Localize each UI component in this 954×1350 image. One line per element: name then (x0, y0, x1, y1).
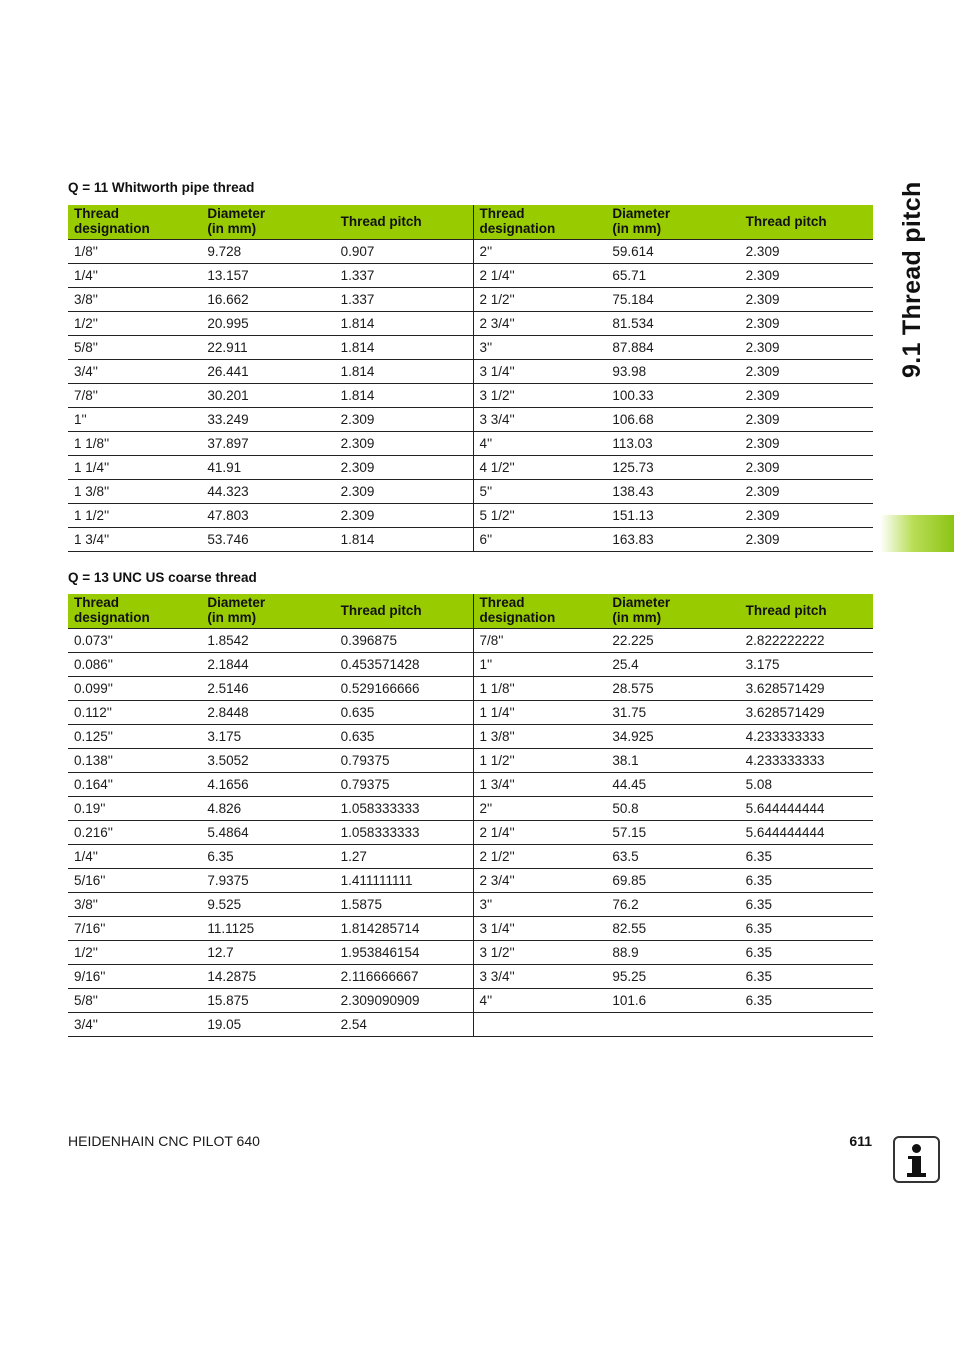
table-row (68, 264, 873, 288)
cell-thread-designation: 2'' (473, 240, 606, 264)
cell-diameter: 1.8542 (201, 629, 334, 653)
cell-thread-designation: 6'' (473, 528, 606, 552)
cell-thread-designation: 4'' (473, 432, 606, 456)
table-row (68, 941, 873, 965)
cell-thread-pitch: 0.635 (335, 701, 473, 725)
table-row (68, 629, 873, 653)
cell-thread-designation: 4 1/2'' (473, 456, 606, 480)
cell-thread-pitch: 2.116666667 (335, 965, 473, 989)
header-thread-designation: Thread designation (473, 205, 606, 240)
cell-thread-pitch: 2.309 (740, 240, 873, 264)
cell-diameter: 33.249 (201, 408, 334, 432)
cell-diameter: 4.826 (201, 797, 334, 821)
cell-thread-designation: 9/16'' (68, 965, 201, 989)
cell-diameter: 2.8448 (201, 701, 334, 725)
cell-diameter: 3.5052 (201, 749, 334, 773)
cell-diameter: 25.4 (606, 653, 739, 677)
cell-thread-designation: 2 3/4'' (473, 869, 606, 893)
table-row (68, 893, 873, 917)
cell-thread-designation: 1 1/8'' (68, 432, 201, 456)
cell-thread-designation: 3 1/2'' (473, 941, 606, 965)
cell-diameter: 2.5146 (201, 677, 334, 701)
cell-thread-pitch: 5.644444444 (740, 797, 873, 821)
cell-diameter: 34.925 (606, 725, 739, 749)
cell-thread-designation: 3 1/4'' (473, 917, 606, 941)
cell-thread-pitch: 0.907 (335, 240, 473, 264)
cell-diameter: 26.441 (201, 360, 334, 384)
cell-diameter: 81.534 (606, 312, 739, 336)
cell-diameter: 57.15 (606, 821, 739, 845)
cell-thread-pitch: 2.309 (740, 336, 873, 360)
cell-thread-designation: 3'' (473, 893, 606, 917)
table-row (68, 1013, 873, 1037)
cell-thread-pitch: 2.309 (335, 456, 473, 480)
cell-thread-designation: 3'' (473, 336, 606, 360)
cell-thread-designation: 5/16'' (68, 869, 201, 893)
cell-diameter: 9.728 (201, 240, 334, 264)
cell-diameter: 11.1125 (201, 917, 334, 941)
cell-thread-pitch: 2.309 (740, 384, 873, 408)
cell-thread-pitch: 1.27 (335, 845, 473, 869)
cell-thread-pitch: 2.309 (740, 432, 873, 456)
table-row (68, 797, 873, 821)
cell-thread-pitch: 2.309 (335, 504, 473, 528)
cell-thread-designation: 1 3/8'' (473, 725, 606, 749)
cell-diameter: 53.746 (201, 528, 334, 552)
cell-thread-designation: 7/8'' (473, 629, 606, 653)
cell-thread-pitch: 2.309 (740, 456, 873, 480)
cell-thread-designation: 0.164'' (68, 773, 201, 797)
table-row (68, 528, 873, 552)
table-row (68, 312, 873, 336)
cell-thread-designation: 1'' (473, 653, 606, 677)
cell-thread-designation: 1 1/2'' (68, 504, 201, 528)
table-row (68, 677, 873, 701)
header-thread-designation: Thread designation (473, 594, 606, 629)
cell-thread-designation: 1 3/8'' (68, 480, 201, 504)
table-row (68, 845, 873, 869)
cell-diameter: 63.5 (606, 845, 739, 869)
cell-thread-designation (473, 1013, 606, 1037)
cell-thread-designation: 3/8'' (68, 288, 201, 312)
header-diameter: Diameter (in mm) (606, 205, 739, 240)
cell-diameter: 20.995 (201, 312, 334, 336)
cell-thread-pitch: 1.337 (335, 264, 473, 288)
header-thread-pitch: Thread pitch (740, 594, 873, 629)
header-thread-pitch: Thread pitch (335, 594, 473, 629)
cell-diameter: 151.13 (606, 504, 739, 528)
cell-diameter: 2.1844 (201, 653, 334, 677)
cell-thread-pitch: 2.309 (335, 408, 473, 432)
table-row (68, 965, 873, 989)
whitworth-section-title: Q = 11 Whitworth pipe thread (68, 180, 255, 195)
cell-thread-designation: 0.112'' (68, 701, 201, 725)
cell-thread-pitch: 0.529166666 (335, 677, 473, 701)
cell-thread-designation: 1/4'' (68, 264, 201, 288)
cell-thread-pitch: 0.396875 (335, 629, 473, 653)
cell-thread-pitch: 1.814 (335, 528, 473, 552)
cell-thread-pitch: 2.309 (740, 264, 873, 288)
table-header-row (68, 205, 873, 240)
table-row (68, 288, 873, 312)
cell-thread-designation: 5/8'' (68, 989, 201, 1013)
cell-thread-designation: 1/2'' (68, 941, 201, 965)
cell-diameter: 12.7 (201, 941, 334, 965)
cell-thread-designation: 1 3/4'' (68, 528, 201, 552)
cell-thread-designation: 3 1/4'' (473, 360, 606, 384)
cell-thread-pitch: 4.233333333 (740, 749, 873, 773)
cell-diameter: 59.614 (606, 240, 739, 264)
cell-thread-designation: 0.138'' (68, 749, 201, 773)
cell-diameter: 16.662 (201, 288, 334, 312)
cell-thread-designation: 1 1/2'' (473, 749, 606, 773)
cell-thread-pitch: 1.058333333 (335, 797, 473, 821)
table-row (68, 240, 873, 264)
cell-diameter: 50.8 (606, 797, 739, 821)
cell-diameter: 38.1 (606, 749, 739, 773)
cell-thread-designation: 1'' (68, 408, 201, 432)
cell-thread-designation: 1 1/4'' (473, 701, 606, 725)
header-thread-designation: Thread designation (68, 594, 201, 629)
cell-diameter: 101.6 (606, 989, 739, 1013)
manual-title: HEIDENHAIN CNC PILOT 640 (68, 1133, 260, 1149)
table-header-row (68, 594, 873, 629)
table-row (68, 701, 873, 725)
cell-diameter: 7.9375 (201, 869, 334, 893)
cell-thread-designation: 1 3/4'' (473, 773, 606, 797)
cell-thread-designation: 0.125'' (68, 725, 201, 749)
cell-diameter: 31.75 (606, 701, 739, 725)
cell-thread-pitch: 6.35 (740, 941, 873, 965)
cell-thread-pitch: 4.233333333 (740, 725, 873, 749)
cell-thread-pitch: 6.35 (740, 917, 873, 941)
cell-diameter: 19.05 (201, 1013, 334, 1037)
cell-diameter: 15.875 (201, 989, 334, 1013)
cell-diameter: 125.73 (606, 456, 739, 480)
header-thread-pitch: Thread pitch (740, 205, 873, 240)
chapter-tab-marker (880, 515, 954, 552)
cell-thread-designation: 3/4'' (68, 1013, 201, 1037)
cell-thread-pitch: 2.309 (335, 432, 473, 456)
cell-thread-pitch: 1.058333333 (335, 821, 473, 845)
cell-thread-pitch: 2.309 (740, 360, 873, 384)
cell-diameter: 44.323 (201, 480, 334, 504)
cell-diameter (606, 1013, 739, 1037)
cell-diameter: 47.803 (201, 504, 334, 528)
cell-thread-designation: 0.19'' (68, 797, 201, 821)
table-row (68, 989, 873, 1013)
header-diameter: Diameter (in mm) (201, 594, 334, 629)
chapter-tab-label: 9.1 Thread pitch (898, 181, 926, 378)
unc-section-title: Q = 13 UNC US coarse thread (68, 570, 257, 585)
table-row (68, 432, 873, 456)
cell-diameter: 88.9 (606, 941, 739, 965)
cell-diameter: 30.201 (201, 384, 334, 408)
cell-thread-pitch: 2.309 (335, 480, 473, 504)
cell-diameter: 100.33 (606, 384, 739, 408)
cell-diameter: 6.35 (201, 845, 334, 869)
cell-thread-designation: 2'' (473, 797, 606, 821)
cell-thread-pitch: 6.35 (740, 989, 873, 1013)
header-thread-designation: Thread designation (68, 205, 201, 240)
cell-thread-pitch: 2.54 (335, 1013, 473, 1037)
cell-diameter: 9.525 (201, 893, 334, 917)
table-row (68, 336, 873, 360)
cell-diameter: 44.45 (606, 773, 739, 797)
cell-thread-pitch: 2.309 (740, 528, 873, 552)
cell-diameter: 3.175 (201, 725, 334, 749)
cell-thread-designation: 0.086'' (68, 653, 201, 677)
table-row (68, 384, 873, 408)
cell-thread-designation: 2 1/4'' (473, 264, 606, 288)
unc-thread-table (68, 594, 873, 1037)
whitworth-thread-table (68, 205, 873, 552)
header-diameter: Diameter (in mm) (201, 205, 334, 240)
cell-thread-designation: 3 3/4'' (473, 965, 606, 989)
cell-thread-pitch: 3.175 (740, 653, 873, 677)
cell-thread-pitch: 6.35 (740, 893, 873, 917)
table-row (68, 869, 873, 893)
cell-thread-pitch: 1.814 (335, 336, 473, 360)
cell-thread-designation: 3 3/4'' (473, 408, 606, 432)
cell-thread-designation: 0.073'' (68, 629, 201, 653)
table-row (68, 408, 873, 432)
cell-diameter: 163.83 (606, 528, 739, 552)
cell-thread-pitch: 1.5875 (335, 893, 473, 917)
cell-diameter: 28.575 (606, 677, 739, 701)
cell-thread-pitch: 1.337 (335, 288, 473, 312)
cell-thread-pitch: 2.309 (740, 288, 873, 312)
cell-diameter: 138.43 (606, 480, 739, 504)
cell-thread-pitch: 0.635 (335, 725, 473, 749)
cell-thread-designation: 3/8'' (68, 893, 201, 917)
cell-diameter: 14.2875 (201, 965, 334, 989)
cell-thread-pitch: 2.822222222 (740, 629, 873, 653)
info-icon (893, 1136, 940, 1183)
table-row (68, 480, 873, 504)
cell-thread-designation: 2 1/2'' (473, 288, 606, 312)
cell-thread-designation: 5 1/2'' (473, 504, 606, 528)
cell-thread-pitch: 6.35 (740, 869, 873, 893)
cell-diameter: 65.71 (606, 264, 739, 288)
cell-diameter: 13.157 (201, 264, 334, 288)
cell-thread-designation: 2 1/4'' (473, 821, 606, 845)
cell-diameter: 37.897 (201, 432, 334, 456)
cell-diameter: 22.225 (606, 629, 739, 653)
cell-thread-pitch: 1.953846154 (335, 941, 473, 965)
page-number: 611 (849, 1133, 872, 1149)
cell-diameter: 69.85 (606, 869, 739, 893)
table-row (68, 749, 873, 773)
cell-diameter: 22.911 (201, 336, 334, 360)
table-row (68, 725, 873, 749)
cell-thread-designation: 2 1/2'' (473, 845, 606, 869)
table-row (68, 917, 873, 941)
cell-diameter: 75.184 (606, 288, 739, 312)
cell-diameter: 82.55 (606, 917, 739, 941)
cell-diameter: 41.91 (201, 456, 334, 480)
cell-thread-designation: 5'' (473, 480, 606, 504)
cell-diameter: 113.03 (606, 432, 739, 456)
cell-thread-pitch: 5.644444444 (740, 821, 873, 845)
cell-thread-designation: 3 1/2'' (473, 384, 606, 408)
cell-thread-designation: 1/4'' (68, 845, 201, 869)
header-diameter: Diameter (in mm) (606, 594, 739, 629)
cell-thread-pitch: 6.35 (740, 845, 873, 869)
cell-thread-designation: 1/8'' (68, 240, 201, 264)
cell-thread-pitch (740, 1013, 873, 1037)
header-thread-pitch: Thread pitch (335, 205, 473, 240)
cell-thread-pitch: 1.814285714 (335, 917, 473, 941)
cell-thread-pitch: 1.814 (335, 360, 473, 384)
cell-thread-pitch: 2.309 (740, 504, 873, 528)
cell-thread-designation: 0.216'' (68, 821, 201, 845)
table-row (68, 504, 873, 528)
table-row (68, 653, 873, 677)
cell-thread-designation: 1/2'' (68, 312, 201, 336)
cell-thread-pitch: 0.79375 (335, 749, 473, 773)
cell-diameter: 76.2 (606, 893, 739, 917)
cell-diameter: 4.1656 (201, 773, 334, 797)
cell-thread-pitch: 1.814 (335, 384, 473, 408)
cell-thread-pitch: 1.411111111 (335, 869, 473, 893)
cell-diameter: 93.98 (606, 360, 739, 384)
cell-thread-designation: 0.099'' (68, 677, 201, 701)
cell-thread-designation: 1 1/4'' (68, 456, 201, 480)
cell-thread-pitch: 1.814 (335, 312, 473, 336)
cell-thread-designation: 4'' (473, 989, 606, 1013)
cell-thread-pitch: 2.309 (740, 480, 873, 504)
cell-thread-pitch: 0.453571428 (335, 653, 473, 677)
cell-thread-pitch: 3.628571429 (740, 677, 873, 701)
cell-thread-designation: 7/16'' (68, 917, 201, 941)
table-row (68, 456, 873, 480)
cell-diameter: 5.4864 (201, 821, 334, 845)
table-row (68, 821, 873, 845)
cell-thread-designation: 1 1/8'' (473, 677, 606, 701)
cell-diameter: 106.68 (606, 408, 739, 432)
cell-thread-pitch: 5.08 (740, 773, 873, 797)
cell-diameter: 95.25 (606, 965, 739, 989)
cell-thread-pitch: 3.628571429 (740, 701, 873, 725)
cell-thread-designation: 7/8'' (68, 384, 201, 408)
table-row (68, 360, 873, 384)
table-row (68, 773, 873, 797)
cell-thread-pitch: 2.309 (740, 408, 873, 432)
cell-thread-pitch: 2.309090909 (335, 989, 473, 1013)
cell-thread-pitch: 6.35 (740, 965, 873, 989)
cell-thread-designation: 5/8'' (68, 336, 201, 360)
cell-thread-pitch: 0.79375 (335, 773, 473, 797)
cell-thread-designation: 2 3/4'' (473, 312, 606, 336)
cell-diameter: 87.884 (606, 336, 739, 360)
cell-thread-designation: 3/4'' (68, 360, 201, 384)
cell-thread-pitch: 2.309 (740, 312, 873, 336)
